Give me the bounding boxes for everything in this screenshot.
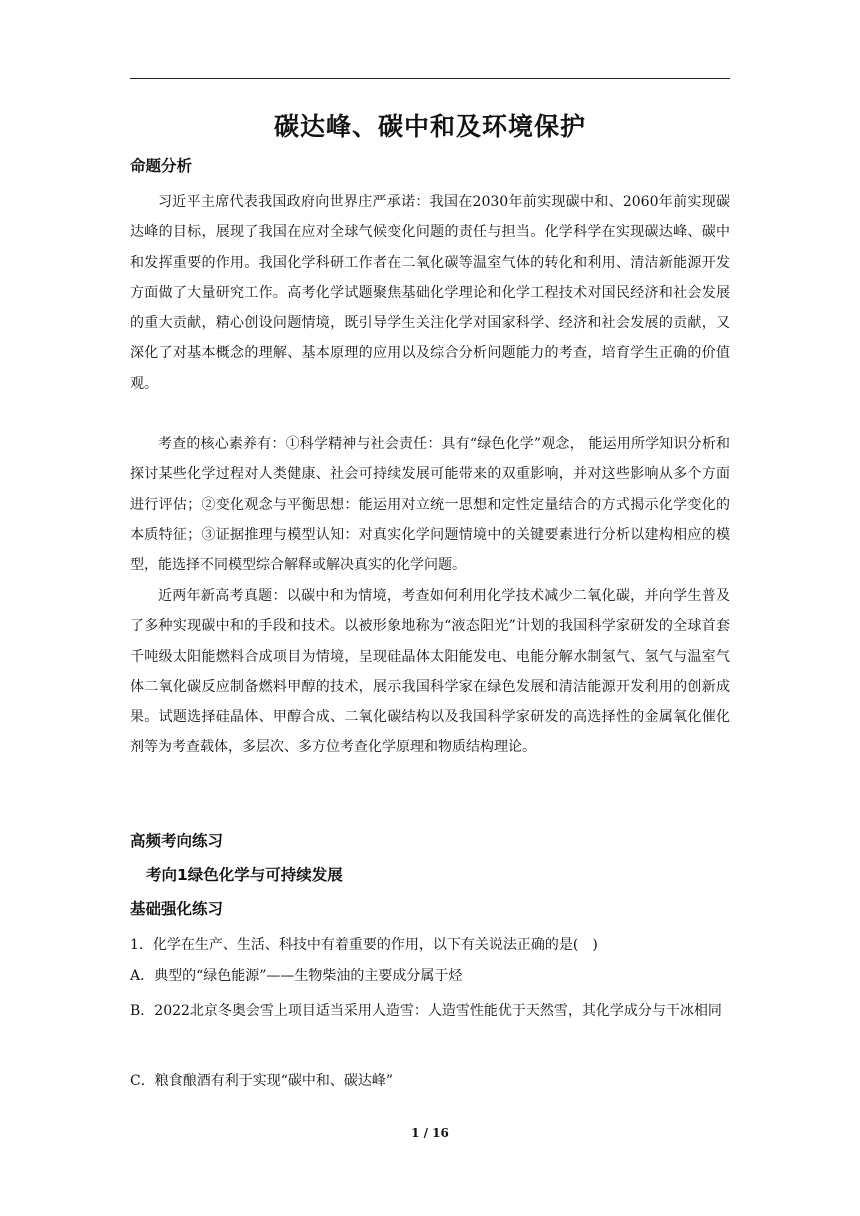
paragraph-intro: 习近平主席代表我国政府向世界庄严承诺：我国在2030年前实现碳中和、2060年前实现碳达峰的目标，展现了我国在应对全球气候变化问题的责任与担当。化学科学在实现碳达峰、碳中和发挥重要的作用。我国化学科研工作者在二氧化碳等温室气体的转化和利用、清洁新能源开发方面做了大量研究工作。高考化学试题聚焦基础化学理论和化学工程技术对国民经济和社会发展的重大贡献，精心创设问题情境，既引导学生关注化学对国家科学、经济和社会发展的贡献，又深化了对基本概念的理解、基本原理的应用以及综合分析问题能力的考查，培育学生正确的价值观。: [130, 194, 730, 392]
section-heading-analysis: 命题分析: [130, 157, 193, 175]
paragraph-exam-review: 近两年新高考真题：以碳中和为情境，考查如何利用化学技术减少二氧化碳，并向学生普及了多种实现碳中和的手段和技术。以被形象地称为“液态阳光”计划的我国科学家研发的全球首套千吨级太阳能燃料合成项目为情境，呈现硅晶体太阳能发电、电能分解水制氢气、氢气与温室气体二氧化碳反应制备燃料甲醇的技术，展示我国科学家在绿色发展和清洁能源开发利用的创新成果。试题选择硅晶体、甲醇合成、二氧化碳结构以及我国科学家研发的高选择性的金属氧化催化剂等为考查载体，多层次、多方位考查化学原理和物质结构理论。: [130, 588, 730, 756]
section-heading-basic: 基础强化练习: [130, 900, 224, 918]
header-rule: [130, 78, 730, 79]
question-1-option-b: B．2022北京冬奥会雪上项目适当采用人造雪：人造雪性能优于天然雪，其化学成分与干冰相同: [130, 1003, 722, 1019]
paragraph-core-literacy: 考查的核心素养有：①科学精神与社会责任：具有“绿色化学”观念， 能运用所学知识分析和探讨某些化学过程对人类健康、社会可持续发展可能带来的双重影响，并对这些影响从多个方面进行评估；②变化观念与平衡思想：能运用对立统一思想和定性定量结合的方式揭示化学变化的本质特征；③证据推理与模型认知：对真实化学问题情境中的关键要素进行分析以建构相应的模型，能选择不同模型综合解释或解决真实的化学问题。: [130, 436, 730, 574]
question-1-option-a: A．典型的“绿色能源”——生物柴油的主要成分属于烃: [130, 968, 463, 984]
section-heading-practice: 高频考向练习: [130, 832, 224, 850]
question-1-stem: 1．化学在生产、生活、科技中有着重要的作用，以下有关说法正确的是( ): [130, 937, 598, 953]
direction-heading-1: 考向1绿色化学与可持续发展: [146, 866, 343, 884]
question-1-option-c: C．粮食酿酒有利于实现“碳中和、碳达峰”: [130, 1073, 394, 1089]
document-title: 碳达峰、碳中和及环境保护: [273, 112, 586, 141]
page-number: 1 / 16: [411, 1126, 449, 1140]
